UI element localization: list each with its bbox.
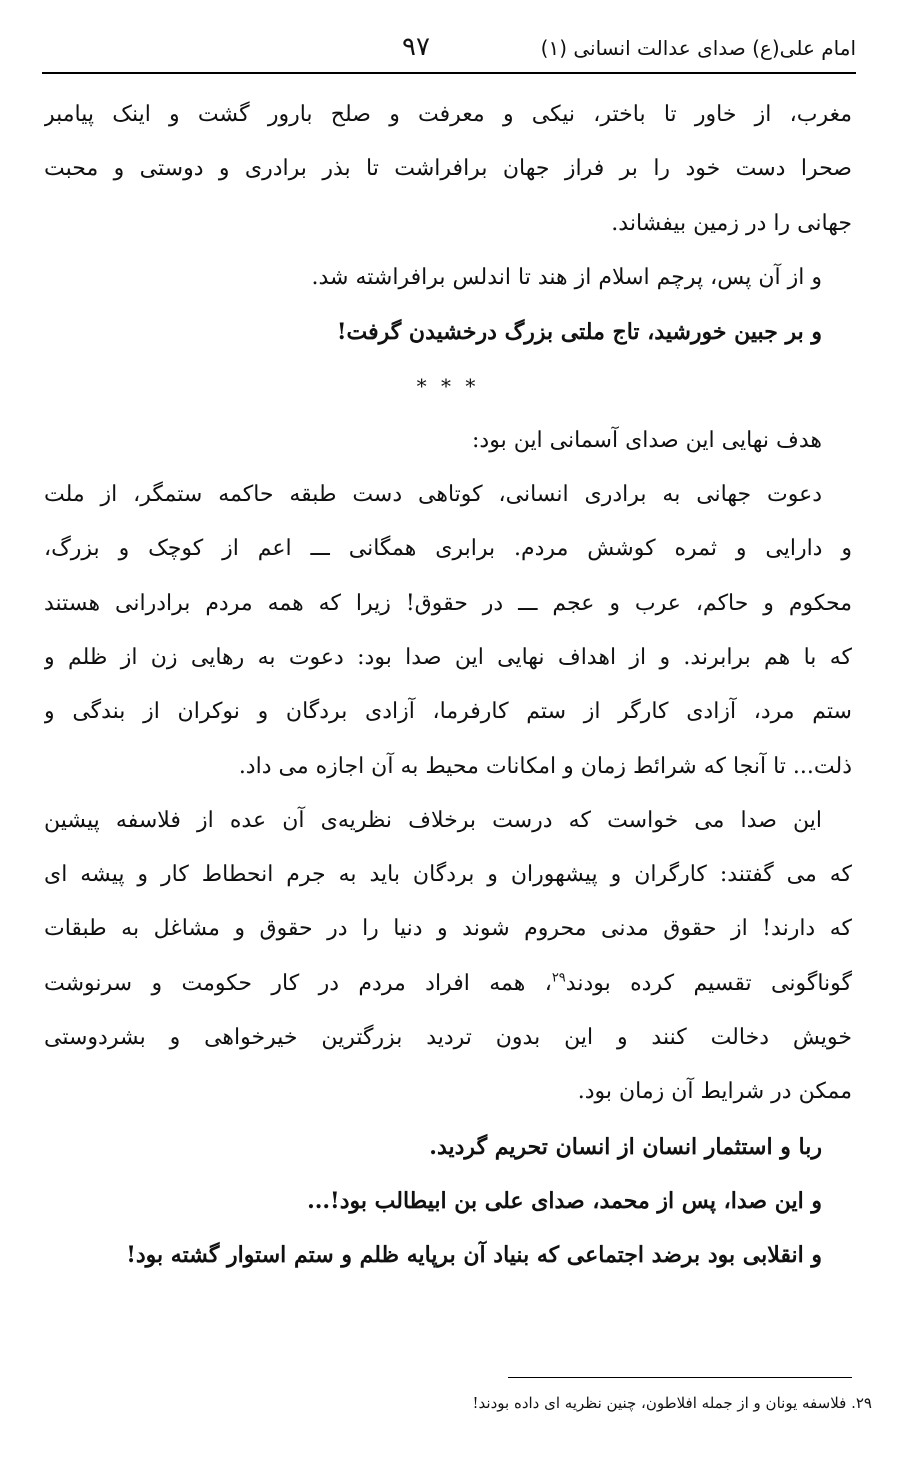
body-text [44,88,852,1283]
bold-line: و این صدا، پس از محمد، صدای علی بن ابیطالب بود!... [307,1187,822,1214]
text-line: و دارایی و ثمره کوشش مردم. برابری همگانی ـــ اعم از کوچک و بزرگ، [44,536,852,562]
footnote-marker[interactable]: ۲۹ [551,970,566,986]
text-line: خویش دخالت کنند و این بدون تردید بزرگترین خیرخواهی و بشردوستی [44,1025,852,1051]
text-line: دعوت جهانی به برادری انسانی، کوتاهی دست طبقه حاکمه ستمگر، از ملت [44,482,822,508]
bold-line: و بر جبین خورشید، تاج ملتی بزرگ درخشیدن گرفت! [336,319,822,346]
text-line: مغرب، از خاور تا باختر، نیکی و معرفت و صلح بارور گشت و اینک پیامبر [44,102,852,127]
footnote: ۲۹. فلاسفه یونان و از جمله افلاطون، چنین نظریه ای داده بودند! [472,1394,872,1412]
bold-line: ربا و استثمار انسان از انسان تحریم گردید. [429,1133,822,1160]
bold-line: و انقلابی بود برضد اجتماعی که بنیاد آن برپایه ظلم و ستم استوار گشته بود! [126,1242,822,1269]
text-line: این صدا می خواست که درست برخلاف نظریه‌ی آن عده از فلاسفه پیشین [44,807,822,833]
footnote-rule [508,1377,852,1378]
text-segment: ، همه افراد مردم در کار حکومت و سرنوشت [44,970,552,996]
text-line: هدف نهایی این صدای آسمانی این بود: [472,427,822,453]
text-line: صحرا دست خود را بر فراز جهان برافراشت تا بذر برادری و دوستی و محبت [44,156,852,182]
text-line-with-footnote [44,957,852,1011]
text-line: محکوم و حاکم، عرب و عجم ـــ در حقوق! زیرا که همه مردم برادرانی هستند [44,590,852,616]
page-number: ۹۷ [402,32,430,62]
header-rule [42,72,856,74]
page-header [42,26,856,72]
text-line: ستم مرد، آزادی کارگر از ستم کارفرما، آزادی بردگان و نوکران از بندگی و [44,699,852,725]
text-line: که با هم برابرند. و از اهداف نهایی این صدا بود: دعوت به رهایی زن از ظلم و [44,644,852,670]
section-separator: * * * [416,374,480,399]
text-line: و از آن پس، پرچم اسلام از هند تا اندلس برافراشته شد. [311,264,822,290]
text-line: جهانی را در زمین بیفشاند. [611,210,852,236]
text-segment: گوناگونی تقسیم کرده بودند [565,970,852,996]
text-line: که دارند! از حقوق مدنی محروم شوند و دنیا را در حقوق و مشاغل به طبقات [44,916,852,942]
text-line: ممکن در شرایط آن زمان بود. [577,1079,852,1105]
text-line: ذلت... تا آنجا که شرائط زمان و امکانات محیط به آن اجازه می داد. [238,753,852,779]
text-line: که می گفتند: کارگران و پیشهوران و بردگان باید به جرم انحطاط کار و پیشه ای [44,862,852,888]
running-title: امام علی(ع) صدای عدالت انسانی (۱) [540,36,856,60]
